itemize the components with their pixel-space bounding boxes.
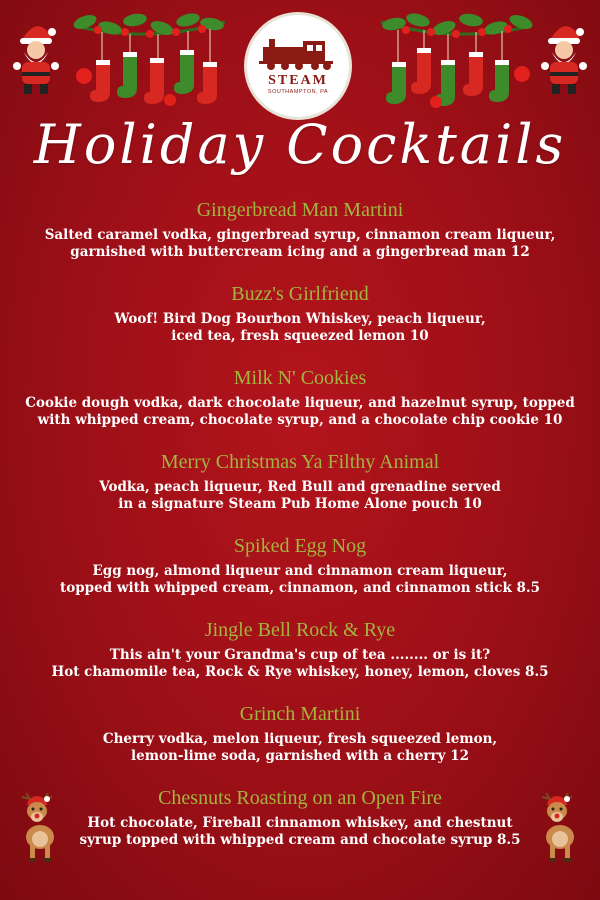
menu-item <box>0 785 600 869</box>
cocktail-menu <box>0 197 600 869</box>
menu-item <box>0 533 600 617</box>
menu-item-description <box>0 395 600 429</box>
description-line: Vodka, peach liqueur, Red Bull and grenadine served <box>99 479 501 495</box>
description-line: in a signature Steam Pub Home Alone pouch 10 <box>118 496 482 512</box>
description-line: lemon-lime soda, garnished with a cherry 12 <box>131 748 469 764</box>
description-line: Hot chamomile tea, Rock & Rye whiskey, honey, lemon, cloves 8.5 <box>51 664 549 680</box>
menu-item-name: Gingerbread Man Martini <box>196 199 404 221</box>
locomotive-icon <box>259 37 337 71</box>
description-line: garnished with buttercream icing and a gingerbread man 12 <box>70 244 530 260</box>
menu-item <box>0 449 600 533</box>
menu-item-name: Chesnuts Roasting on an Open Fire <box>158 787 442 809</box>
menu-item-description <box>0 479 600 513</box>
description-line: iced tea, fresh squeezed lemon 10 <box>171 328 429 344</box>
holly-garland-right-icon <box>376 4 536 119</box>
description-line: Hot chocolate, Fireball cinnamon whiskey, and chestnut <box>87 815 513 831</box>
menu-item <box>0 197 600 281</box>
description-line: syrup topped with whipped cream and chocolate syrup 8.5 <box>79 832 521 848</box>
menu-item-description <box>0 227 600 261</box>
menu-item <box>0 701 600 785</box>
menu-item <box>0 281 600 365</box>
menu-item <box>0 617 600 701</box>
description-line: with whipped cream, chocolate syrup, and a chocolate chip cookie 10 <box>37 412 563 428</box>
menu-item-description <box>0 563 600 597</box>
menu-item-description <box>0 815 600 849</box>
menu-item-name: Milk N' Cookies <box>233 367 367 389</box>
description-line: Egg nog, almond liqueur and cinnamon cream liqueur, <box>92 563 508 579</box>
page-title: Holiday Cocktails <box>33 113 567 176</box>
steam-logo <box>244 12 352 120</box>
menu-item-name: Spiked Egg Nog <box>233 535 367 557</box>
menu-item <box>0 365 600 449</box>
menu-item-description <box>0 731 600 765</box>
logo-location: SOUTHAMPTON, PA <box>267 89 329 95</box>
menu-item-name: Merry Christmas Ya Filthy Animal <box>160 451 440 473</box>
menu-item-name: Buzz's Girlfriend <box>231 283 369 305</box>
description-line: Cookie dough vodka, dark chocolate liqueur, and hazelnut syrup, topped <box>25 395 575 411</box>
description-line: This ain't your Grandma's cup of tea ........ or is it? <box>109 647 491 663</box>
menu-item-name: Jingle Bell Rock & Rye <box>204 619 396 641</box>
description-line: Salted caramel vodka, gingerbread syrup, cinnamon cream liqueur, <box>44 227 556 243</box>
logo-name: STEAM <box>268 73 328 88</box>
description-line: topped with whipped cream, cinnamon, and cinnamon stick 8.5 <box>59 580 541 596</box>
description-line: Woof! Bird Dog Bourbon Whiskey, peach liqueur, <box>114 311 486 327</box>
reindeer-icon-left <box>14 793 66 863</box>
menu-item-description <box>0 647 600 681</box>
holly-garland-left-icon <box>70 4 230 119</box>
menu-item-description <box>0 311 600 345</box>
santa-claus-icon-left <box>12 20 60 96</box>
menu-item-name: Grinch Martini <box>239 703 361 725</box>
description-line: Cherry vodka, melon liqueur, fresh squeezed lemon, <box>102 731 498 747</box>
reindeer-icon-right <box>534 793 586 863</box>
santa-claus-icon-right <box>540 20 588 96</box>
